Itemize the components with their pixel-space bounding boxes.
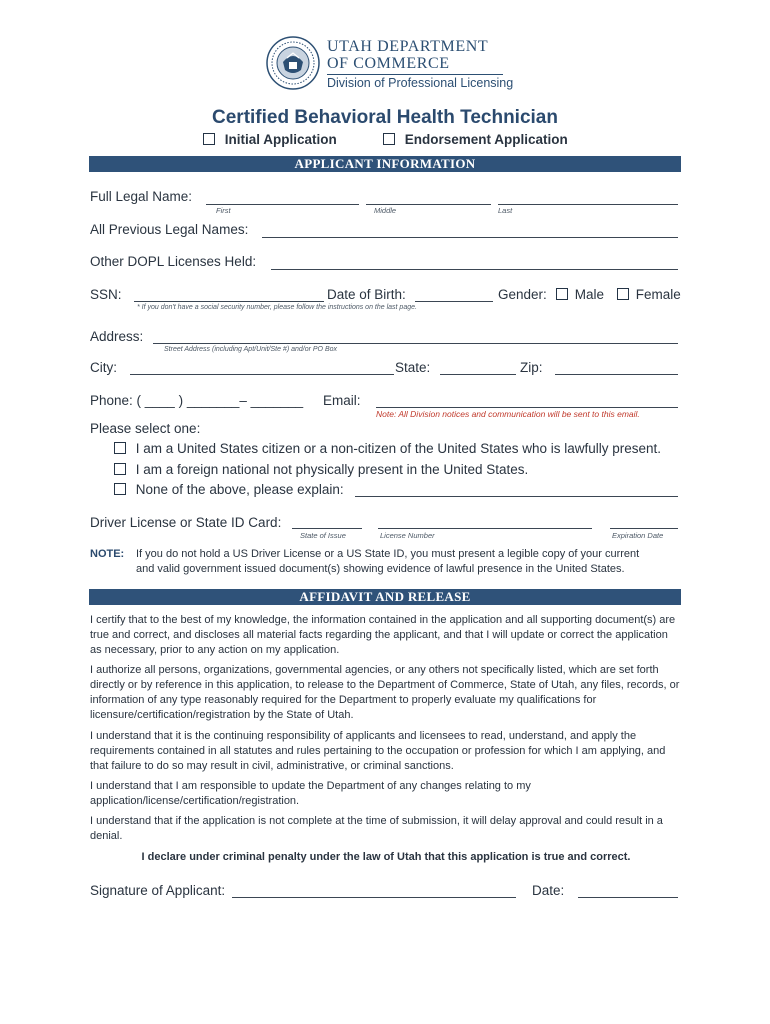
city-field[interactable]	[130, 374, 394, 375]
option-none-label: None of the above, please explain:	[135, 482, 344, 497]
state-label: State:	[395, 360, 431, 375]
checkbox-icon[interactable]	[114, 483, 126, 495]
other-licenses-label: Other DOPL Licenses Held:	[90, 254, 257, 269]
dl-number-caption: License Number	[380, 531, 435, 540]
gender-label: Gender:	[498, 287, 547, 302]
first-caption: First	[216, 206, 231, 215]
note-line-1: If you do not hold a US Driver License or a US State ID, you must present a legible copy of your current	[136, 548, 640, 560]
select-one-label: Please select one:	[90, 421, 201, 436]
declaration: I declare under criminal penalty under the law of Utah that this application is true and correct.	[141, 851, 631, 863]
option-none[interactable]	[114, 482, 344, 497]
city-label: City:	[90, 360, 117, 375]
previous-names-field[interactable]	[262, 237, 678, 238]
phone-field[interactable]: Phone: ( ____ ) _______– _______	[90, 393, 304, 408]
initial-application-label: Initial Application	[224, 132, 337, 147]
state-seal-icon	[266, 36, 320, 90]
affidavit-paragraph-1: I certify that to the best of my knowledge, the information contained in the application and all supporting document(s) are true and correct, and discloses all material facts regarding the applicant, and that I will update or correct the application as necessary, prior to any action on my application.	[90, 614, 676, 656]
option-citizen-label: I am a United States citizen or a non-citizen of the United States who is lawfully present.	[135, 441, 662, 456]
form-title: Certified Behavioral Health Technician	[212, 107, 558, 128]
note-prefix: NOTE:	[90, 548, 125, 560]
gender-male-option[interactable]	[556, 287, 604, 302]
endorsement-application-label: Endorsement Application	[404, 132, 568, 147]
gender-female-option[interactable]	[617, 287, 681, 302]
date-field[interactable]	[578, 897, 678, 898]
option-foreign[interactable]	[114, 462, 528, 477]
middle-caption: Middle	[374, 206, 397, 215]
ssn-note: * If you don't have a social security number, please follow the instructions on the last page.	[137, 304, 417, 311]
signature-label: Signature of Applicant:	[90, 883, 226, 898]
org-name	[327, 38, 488, 72]
email-note: Note: All Division notices and communication will be sent to this email.	[376, 409, 640, 419]
dl-state-caption: State of Issue	[300, 531, 346, 540]
affidavit-paragraph-2: I authorize all persons, organizations, governmental agencies, or any others not specifically listed, which are set forth directly or by reference in this application, to release to the Department of Commerce, State of Utah, any files, records, or information of any type reasonably required for the Department to properly evaluate my qualifications for licensure/certification/registration by the State of Utah.	[90, 664, 680, 721]
initial-application-option[interactable]	[203, 132, 337, 147]
option-foreign-label: I am a foreign national not physically present in the United States.	[135, 462, 529, 477]
header-rule	[327, 74, 503, 75]
dob-field[interactable]	[415, 301, 493, 302]
lawful-presence-note	[90, 547, 682, 577]
zip-label: Zip:	[520, 360, 543, 375]
dob-label: Date of Birth:	[327, 287, 406, 302]
other-licenses-field[interactable]	[271, 269, 678, 270]
address-field[interactable]	[153, 343, 678, 344]
checkbox-icon[interactable]	[556, 288, 568, 300]
address-caption: Street Address (including Apt/Unit/Ste #) and/or PO Box	[164, 346, 338, 353]
checkbox-icon[interactable]	[114, 463, 126, 475]
state-field[interactable]	[440, 374, 516, 375]
ssn-field[interactable]	[134, 301, 324, 302]
dl-state-field[interactable]	[292, 528, 362, 529]
last-name-field[interactable]	[498, 204, 678, 205]
dl-number-field[interactable]	[378, 528, 592, 529]
affidavit-paragraph-3: I understand that it is the continuing responsibility of applicants and licensees to read, understand, and apply the requirements contained in all statutes and rules pertaining to the occupation or profession for which I am applying, and that failure to do so may result in civil, administrative, or criminal sanctions.	[90, 730, 666, 772]
previous-names-label: All Previous Legal Names:	[90, 222, 249, 237]
last-caption: Last	[498, 206, 513, 215]
checkbox-icon[interactable]	[617, 288, 629, 300]
zip-field[interactable]	[555, 374, 678, 375]
first-name-field[interactable]	[206, 204, 359, 205]
email-field[interactable]	[376, 407, 678, 408]
middle-name-field[interactable]	[366, 204, 491, 205]
note-line-2: and valid government issued document(s) showing evidence of lawful presence in the United States.	[136, 563, 625, 575]
option-citizen[interactable]	[114, 441, 661, 456]
male-label: Male	[574, 287, 605, 302]
dl-expiration-caption: Expiration Date	[612, 531, 664, 540]
org-line-2: OF COMMERCE	[327, 55, 450, 72]
signature-field[interactable]	[232, 897, 516, 898]
ssn-label: SSN:	[90, 287, 122, 302]
email-label: Email:	[323, 393, 361, 408]
explain-field[interactable]	[355, 496, 678, 497]
section-heading-affidavit: AFFIDAVIT AND RELEASE	[89, 589, 681, 605]
address-label: Address:	[90, 329, 144, 344]
checkbox-icon[interactable]	[383, 133, 395, 145]
dl-expiration-field[interactable]	[610, 528, 678, 529]
date-label: Date:	[532, 883, 565, 898]
endorsement-application-option[interactable]	[383, 132, 568, 147]
dl-label: Driver License or State ID Card:	[90, 515, 282, 530]
checkbox-icon[interactable]	[114, 442, 126, 454]
org-line-1: UTAH DEPARTMENT	[327, 38, 489, 55]
full-name-label: Full Legal Name:	[90, 189, 193, 204]
checkbox-icon[interactable]	[203, 133, 215, 145]
female-label: Female	[635, 287, 681, 302]
affidavit-paragraph-5: I understand that if the application is not complete at the time of submission, it will delay approval and could result in a denial.	[90, 815, 663, 842]
affidavit-paragraph-4: I understand that I am responsible to update the Department of any changes relating to my application/license/certification/registration.	[90, 780, 531, 807]
section-heading-applicant: APPLICANT INFORMATION	[89, 156, 681, 172]
division-name: Division of Professional Licensing	[327, 76, 514, 90]
